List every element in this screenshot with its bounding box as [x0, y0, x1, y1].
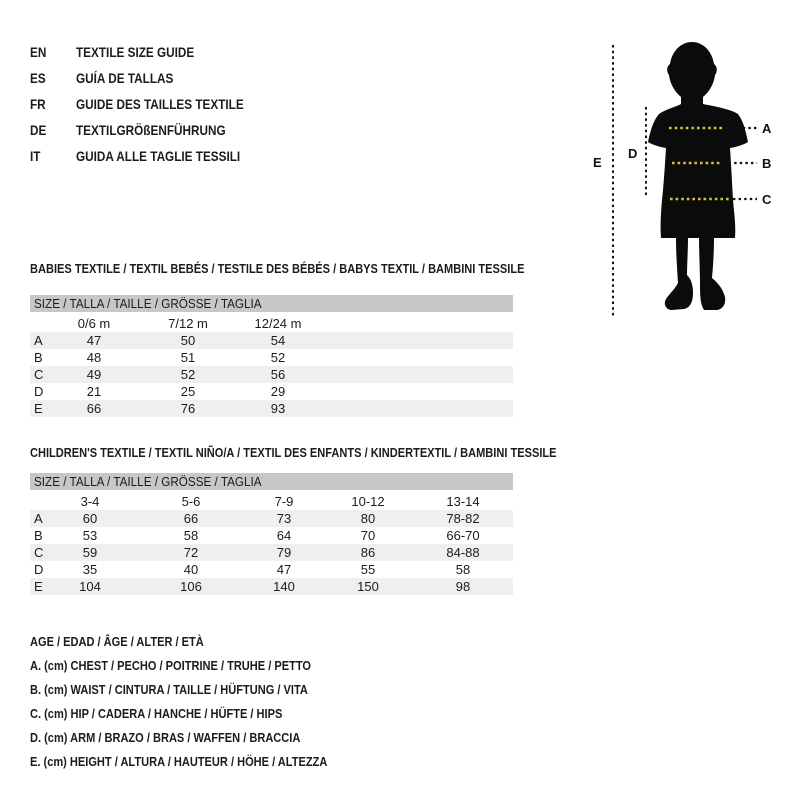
children-col-header: 13-14 — [446, 494, 480, 509]
legend-hip: C. (cm) HIP / CADERA / HANCHE / HÜFTE / HIPS — [30, 706, 283, 721]
row-label: C — [30, 544, 64, 561]
cell: 49 — [64, 366, 124, 383]
babies-row-d — [30, 383, 513, 400]
babies-row-c — [30, 366, 513, 383]
children-size-bar: SIZE / TALLA / TAILLE / GRÖSSE / TAGLIA — [30, 473, 513, 490]
label-chest-a: A — [762, 121, 772, 136]
measurement-legend — [30, 630, 380, 774]
cell: 53 — [82, 528, 98, 543]
children-row-c — [30, 544, 513, 561]
legend-chest: A. (cm) CHEST / PECHO / POITRINE / TRUHE / PETTO — [30, 658, 311, 673]
cell: 58 — [455, 562, 471, 577]
row-label: D — [34, 384, 44, 399]
cell: 48 — [86, 350, 102, 365]
cell: 50 — [124, 332, 252, 349]
row-label: E — [30, 578, 64, 595]
cell: 59 — [64, 544, 116, 561]
babies-table — [30, 315, 513, 417]
child-silhouette-diagram — [580, 20, 790, 330]
cell: 47 — [64, 332, 124, 349]
language-code: IT — [30, 148, 41, 164]
language-title: TEXTILGRÖßENFÜHRUNG — [76, 122, 226, 138]
cell: 66 — [64, 400, 124, 417]
babies-size-bar: SIZE / TALLA / TAILLE / GRÖSSE / TAGLIA — [30, 295, 513, 312]
row-label: E — [30, 400, 64, 417]
legend-waist: B. (cm) WAIST / CINTURA / TAILLE / HÜFTUNG / VITA — [30, 682, 308, 697]
language-title: TEXTILE SIZE GUIDE — [76, 44, 195, 60]
cell: 21 — [86, 384, 102, 399]
cell: 84-88 — [434, 544, 492, 561]
children-row-a — [30, 510, 513, 527]
row-label: C — [30, 366, 64, 383]
row-label: D — [34, 562, 44, 577]
cell: 52 — [270, 350, 286, 365]
children-section-title: CHILDREN'S TEXTILE / TEXTIL NIÑO/A / TEXTIL DES ENFANTS / KINDERTEXTIL / BAMBINI TESSILE — [30, 445, 557, 460]
cell: 35 — [82, 562, 98, 577]
children-row-d — [30, 561, 513, 578]
row-label: A — [30, 510, 64, 527]
cell: 140 — [266, 578, 302, 595]
cell: 98 — [434, 578, 492, 595]
cell: 66 — [116, 510, 266, 527]
row-label: B — [34, 350, 43, 365]
cell: 29 — [270, 384, 286, 399]
cell: 78-82 — [434, 510, 492, 527]
babies-size-table — [30, 295, 513, 417]
language-row-it — [30, 143, 276, 169]
cell: 51 — [180, 350, 196, 365]
babies-row-a — [30, 332, 513, 349]
cell: 80 — [302, 510, 434, 527]
cell: 72 — [116, 544, 266, 561]
language-list — [30, 39, 276, 169]
language-title: GUIDE DES TAILLES TEXTILE — [76, 96, 244, 112]
legend-age: AGE / EDAD / ÂGE / ALTER / ETÀ — [30, 634, 204, 649]
babies-col-header: 0/6 m — [77, 316, 111, 331]
cell: 76 — [124, 400, 252, 417]
cell: 73 — [266, 510, 302, 527]
child-silhouette — [648, 42, 748, 310]
label-waist-b: B — [762, 156, 772, 171]
label-arm-d: D — [628, 146, 638, 161]
children-col-header: 10-12 — [351, 494, 385, 509]
cell: 93 — [252, 400, 304, 417]
measurement-figure — [580, 20, 790, 330]
cell: 55 — [360, 562, 376, 577]
cell: 47 — [276, 562, 292, 577]
language-row-en — [30, 39, 276, 65]
row-label: A — [30, 332, 64, 349]
babies-col-header: 7/12 m — [168, 316, 208, 331]
cell: 79 — [266, 544, 302, 561]
cell: 104 — [64, 578, 116, 595]
legend-height: E. (cm) HEIGHT / ALTURA / HAUTEUR / HÖHE / ALTEZZA — [30, 754, 328, 769]
children-row-b — [30, 527, 513, 544]
language-row-de — [30, 117, 276, 143]
cell: 40 — [183, 562, 199, 577]
cell: 56 — [252, 366, 304, 383]
children-row-e — [30, 578, 513, 595]
babies-section-title: BABIES TEXTILE / TEXTIL BEBÉS / TESTILE DES BÉBÉS / BABYS TEXTIL / BAMBINI TESSILE — [30, 261, 525, 276]
language-code: DE — [30, 122, 47, 138]
cell: 86 — [302, 544, 434, 561]
language-code: FR — [30, 96, 46, 112]
language-title: GUIDA ALLE TAGLIE TESSILI — [76, 148, 241, 164]
children-col-header: 7-9 — [274, 494, 294, 509]
language-code: EN — [30, 44, 47, 60]
cell: 70 — [360, 528, 376, 543]
label-hip-c: C — [762, 192, 772, 207]
label-height-e: E — [593, 155, 602, 170]
babies-row-e — [30, 400, 513, 417]
cell: 52 — [124, 366, 252, 383]
children-size-table — [30, 473, 513, 595]
language-title: GUÍA DE TALLAS — [76, 70, 174, 86]
children-column-header-row — [30, 493, 513, 510]
language-code: ES — [30, 70, 46, 86]
language-row-es — [30, 65, 276, 91]
cell: 25 — [180, 384, 196, 399]
babies-col-header: 12/24 m — [254, 316, 302, 331]
children-col-header: 3-4 — [80, 494, 100, 509]
cell: 150 — [302, 578, 434, 595]
cell: 54 — [252, 332, 304, 349]
cell: 60 — [64, 510, 116, 527]
row-label: B — [34, 528, 43, 543]
babies-row-b — [30, 349, 513, 366]
babies-column-header-row — [30, 315, 513, 332]
legend-arm: D. (cm) ARM / BRAZO / BRAS / WAFFEN / BRACCIA — [30, 730, 301, 745]
cell: 64 — [276, 528, 292, 543]
cell: 58 — [183, 528, 199, 543]
cell: 66-70 — [446, 528, 480, 543]
cell: 106 — [116, 578, 266, 595]
children-col-header: 5-6 — [181, 494, 201, 509]
language-row-fr — [30, 91, 276, 117]
children-table — [30, 493, 513, 595]
